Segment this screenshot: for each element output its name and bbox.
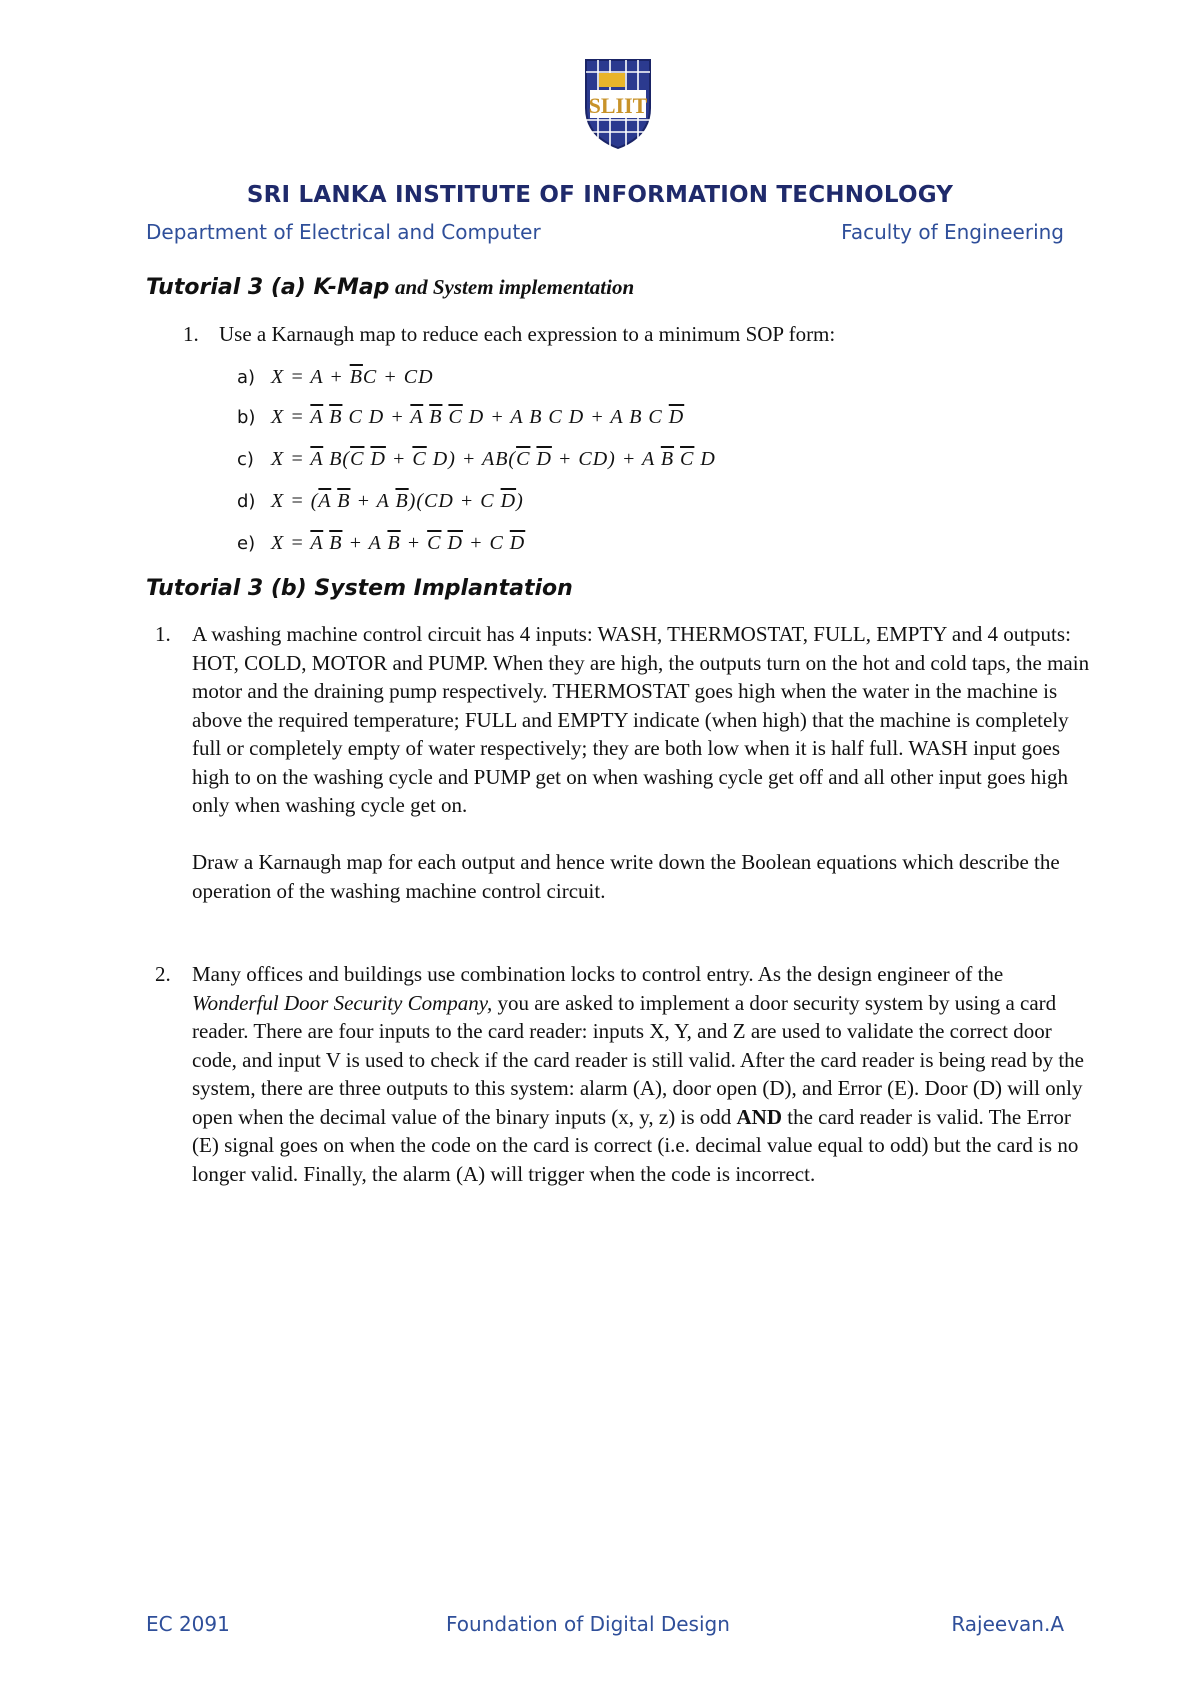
expression-a: a) $X = A + \overline{B}C$ + CD <box>237 366 434 388</box>
expression-label: a) <box>237 367 256 388</box>
tutorial-a-heading <box>146 274 634 300</box>
expression-label: e) <box>237 533 256 554</box>
question-1 <box>183 322 835 347</box>
question-number: 1. <box>183 322 199 346</box>
footer-course-name: Foundation of Digital Design <box>446 1612 730 1636</box>
tutorial-a-title: Tutorial 3 (a) K-Map <box>146 275 390 300</box>
company-name: Wonderful Door Security Company, <box>192 990 493 1015</box>
institute-name: SRI LANKA INSTITUTE OF INFORMATION TECHNOLOGY <box>246 182 954 208</box>
washing-machine-question <box>150 620 1090 905</box>
footer-author: Rajeevan.A <box>951 1612 1064 1636</box>
question-text: A washing machine control circuit has 4 inputs: WASH, THERMOSTAT, FULL, EMPTY and 4 outputs: HOT, COLD, MOTOR and PUMP. When they are high, the outputs turn on the hot and cold taps, the main motor and the draining pump respectively. THERMOSTAT goes high when the water in the machine is above the required temperature; FULL and EMPTY indicate (when high) that the machine is completely full or completely empty of water respectively; they are both low when it is half full. WASH input goes high to on the washing cycle and PUMP get on when washing cycle get off and all other input goes high only when washing cycle get on. <box>192 622 1090 817</box>
sliit-logo <box>582 58 654 150</box>
question-text: Many offices and buildings use combination locks to control entry. As the design engineer of the Wonderful Door Security Company, you are asked to implement a door security system by using a card reader. There are four inputs to the card reader: inputs X, Y, and Z are used to validate the correct door code, and input V is used to check if the card reader is still valid. After the card reader is being read by the system, there are three outputs to this system: alarm (A), door open (D), and Error (E). Door (D) will only open when the decimal value of the binary inputs (x, y, z) is odd AND the card reader is valid. The Error (E) signal goes on when the code on the card is correct (i.e. decimal value equal to odd) but the card is no longer valid. Finally, the alarm (A) will trigger when the code is incorrect. <box>192 962 1084 1186</box>
door-security-question <box>150 960 1090 1188</box>
question-instruction: Draw a Karnaugh map for each output and hence write down the Boolean equations which describe the operation of the washing machine control circuit. <box>192 850 1060 903</box>
footer-course-code: EC 2091 <box>146 1612 230 1636</box>
svg-text:SLIIT: SLIIT <box>588 93 648 118</box>
tutorial-b-heading: Tutorial 3 (b) System Implantation <box>146 576 573 601</box>
expression-d: d) $X = (\overline{A}$ $\overline{B} + A$ $\overline{B})(CD + C$ $\overline{D}$) <box>237 490 524 512</box>
faculty-name: Faculty of Engineering <box>841 220 1064 244</box>
expression-label: c) <box>237 449 254 470</box>
expression-c: c) $X = \overline{A}$ $B(\overline{C}$ $\overline{D} + \overline{C}$ $D) + AB(\overline{C}$ $\overline{D} + CD) + A$ $\overline{B}$ $\overline{C}$ D <box>237 448 716 470</box>
expression-label: d) <box>237 491 256 512</box>
expression-label: b) <box>237 407 256 428</box>
question-text: Use a Karnaugh map to reduce each expression to a minimum SOP form: <box>219 322 836 346</box>
question-number: 2. <box>155 962 171 986</box>
expression-e: e) $X = \overline{A}$ $\overline{B} + A$ $\overline{B} + \overline{C}$ $\overline{D} + C$ $\overline{D}$ <box>237 532 526 554</box>
tutorial-a-subtitle: and System implementation <box>394 275 635 299</box>
and-emphasis: AND <box>736 1104 782 1129</box>
department-name: Department of Electrical and Computer <box>146 220 541 244</box>
expression-b: b) $X = \overline{A}$ $\overline{B}$ C $D + \overline{A}$ $\overline{B}$ $\overline{C}$ D + A B C D + A B C $\overline{D}$ <box>237 406 685 428</box>
question-number: 1. <box>155 622 171 646</box>
